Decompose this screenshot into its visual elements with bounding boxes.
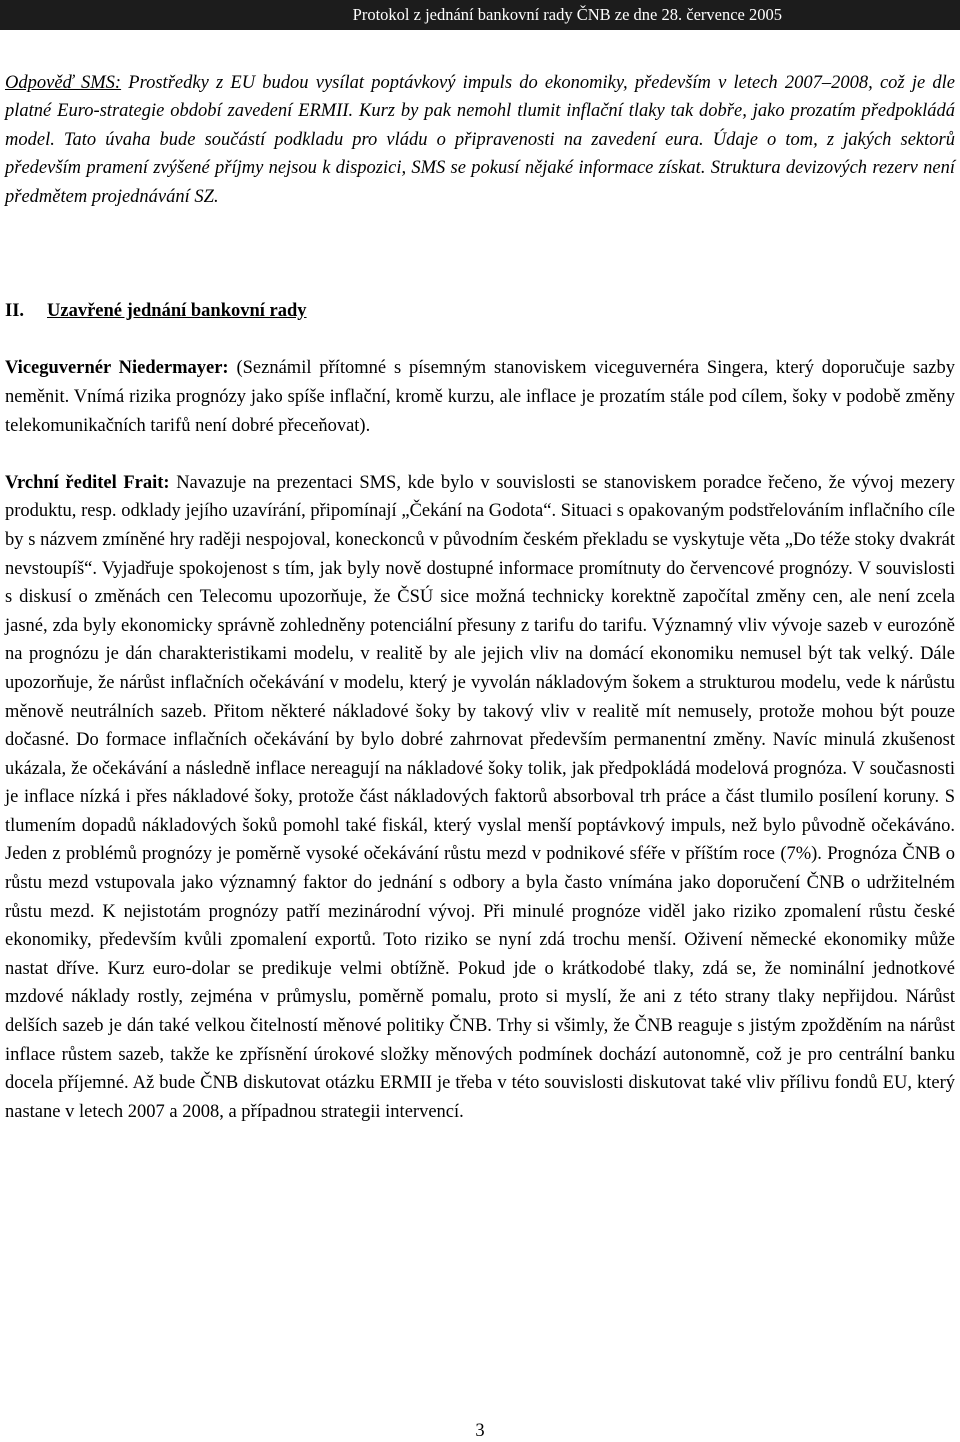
section-title: Uzavřené jednání bankovní rady [47,301,307,322]
speech-text: (Seznámil přítomné s písemným stanoviskem viceguvernéra Singera, který doporučuje sazby neměnit. Vnímá rizika prognózy jako spíše inflační, kromě kurzu, ale inflace je prozatím stále pod cílem, šoky v podobě změny telekomunikačních tarifů není dobré přeceňovat). [5,358,955,436]
speaker-name: Viceguvernér Niedermayer: [5,358,229,379]
section-heading [5,297,955,325]
speech-paragraph [5,469,955,1127]
speech-paragraph [5,354,955,441]
header-title: Protokol z jednání bankovní rady ČNB ze dne 28. července 2005 [352,5,782,24]
page-number: 3 [475,1421,485,1441]
section-number: II. [5,301,25,322]
document-body [5,69,955,1126]
answer-label: Odpověď SMS: [5,73,122,93]
answer-text: Prostředky z EU budou vysílat poptávkový impuls do ekonomiky, především v letech 2007–2008, což je dle platné Euro-strategie období zavedení ERMII. Kurz by pak nemohl tlumit inflační tlaky tak dobře, jako prozatím předpokládá model. Tato úvaha bude součástí podkladu pro vládu o připravenosti na zavedení eura. Údaje o tom, z jakých sektorů především pramení zvýšené příjmy nejsou k dispozici, SMS se pokusí nějaké informace získat. Struktura devizových rezerv není předmětem projednávání SZ. [5,73,956,207]
speaker-name: Vrchní ředitel Frait: [5,472,170,493]
speech-text: Navazuje na prezentaci SMS, kde bylo v souvislosti se stanoviskem poradce řečeno, že vývoj mezery produktu, resp. odklady jejího uzavírání, připomínají „Čekání na Godota“. Situaci s opakovaným podstřelováním inflačního cíle by s názvem zmíněné hry raději nespojoval, koneckonců v původním českém překladu se vyskytuje věta „Do téže stoky dvakrát nevstoupíš“. Vyjadřuje spokojenost s tím, jak byly nově dostupné informace promítnuty do červencové prognózy. V souvislosti s diskusí o změnách cen Telecomu upozorňuje, že ČSÚ sice možná technicky korektně započítal změny cen, ale není zcela jasné, zda byly ekonomicky správně zohledněny potenciální přesuny z tarifu do tarifu. Významný vliv vývoje sazeb v eurozóně na prognózu je dán charakteristikami modelu, v realitě by ale jejich vliv na domácí ekonomiku nemusel být tak velký. Dále upozorňuje, že nárůst inflačních očekávání v modelu, který je vyvolán nákladovým šokem a strukturou modelu, vede k nárůstu měnově neutrálních sazeb. Přitom některé nákladové šoky by takový vliv v realitě mít nemusely, protože mohou být pouze dočasné. Do formace inflačních očekávání by bylo dobré zahrnovat především permanentní změny. Navíc minulá zkušenost ukázala, že očekávání a následně inflace nereagují na nákladové šoky tolik, jak předpokládá modelová prognóza. V současnosti je inflace nízká i přes nákladové šoky, protože část nákladových faktorů absorboval trh práce a část tlumilo posílení koruny. S tlumením dopadů nákladových šoků pomohl také fiskál, který vyslal menší poptávkový impuls, než bylo původně očekáváno. Jeden z problémů prognózy je poměrně vysoké očekávání růstu mezd v podnikové sféře v příštím roce (7%). Prognóza ČNB o růstu mezd vstupovala jako významný faktor do jednání s odbory a byla často vnímána jako doporučení ČNB o udržitelném růstu mezd. K nejistotám prognózy patří mezinárodní vývoj. Při minulé prognóze viděl jako riziko zpomalení růstu české ekonomiky, především kvůli zpomalení exportů. Toto riziko se nyní zdá trochu menší. Oživení německé ekonomiky může nastat dříve. Kurz euro-dolar se predikuje velmi obtížně. Pokud jde o krátkodobé tlaky, zdá se, že nominální jednotkové mzdové náklady rostly, zejména v průmyslu, poměrně pomalu, proto si myslí, že ani z této strany tlaky nepřijdou. Nárůst delších sazeb je dán také velkou čitelností měnové politiky ČNB. Trhy si všimly, že ČNB reaguje s jistým zpožděním na nárůst inflace růstem sazeb, takže ke zpřísnění úrokové složky měnových podmínek dochází autonomně, což je pro centrální banku docela příjemné. Až bude ČNB diskutovat otázku ERMII je třeba v této souvislosti diskutovat také vliv přílivu fondů EU, který nastane v letech 2007 a 2008, a případnou strategii intervencí. [5,472,955,1122]
page-header [0,0,960,30]
answer-paragraph [5,69,955,211]
